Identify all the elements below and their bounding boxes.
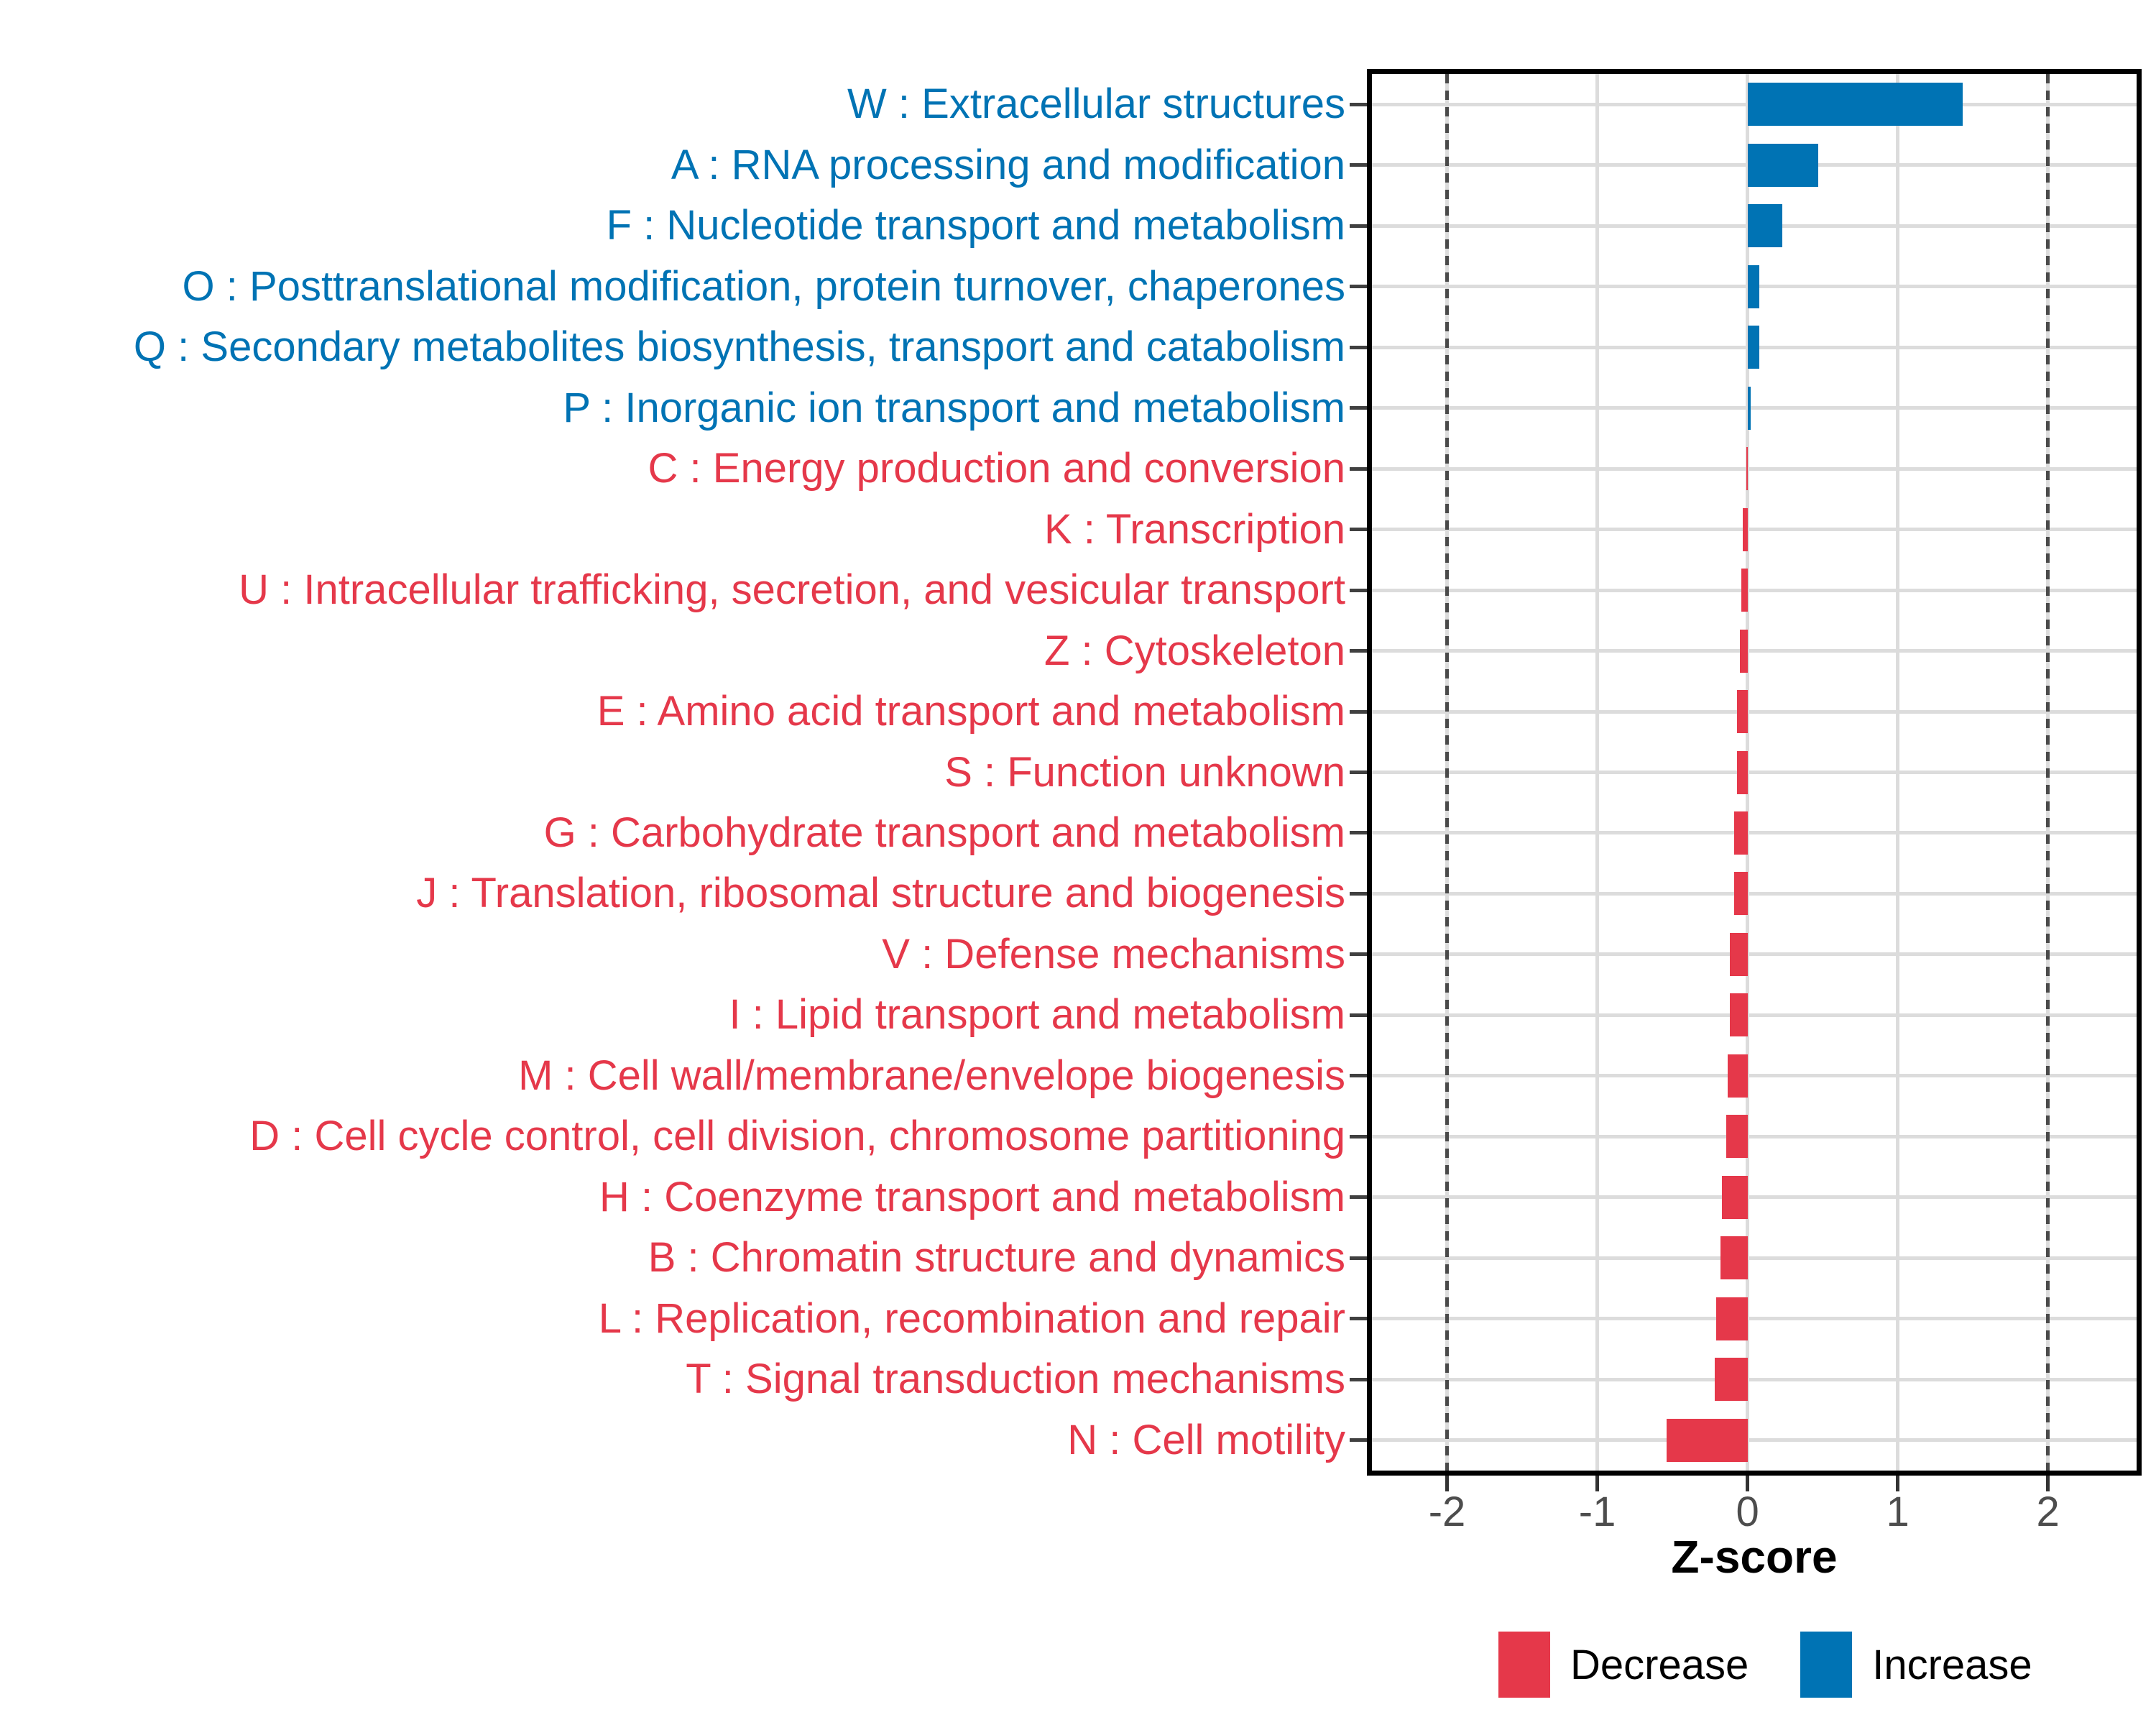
y-axis-tick: [1350, 952, 1367, 956]
gridline-horizontal: [1372, 467, 2137, 471]
x-tick-label: -2: [1428, 1489, 1466, 1535]
bar: [1720, 1236, 1748, 1279]
plot-panel: [1367, 69, 2142, 1476]
y-axis-tick: [1350, 1074, 1367, 1077]
gridline-horizontal: [1372, 528, 2137, 531]
bar: [1730, 933, 1748, 976]
x-tick-label: 0: [1736, 1489, 1759, 1535]
category-label: I : Lipid transport and metabolism: [729, 991, 1345, 1039]
category-label: F : Nucleotide transport and metabolism: [606, 202, 1345, 249]
bar: [1734, 872, 1748, 915]
y-axis-tick: [1350, 589, 1367, 592]
bar: [1748, 326, 1760, 369]
y-axis-tick: [1350, 406, 1367, 410]
category-label: B : Chromatin structure and dynamics: [648, 1234, 1345, 1282]
bar: [1748, 265, 1760, 308]
gridline-horizontal: [1372, 649, 2137, 653]
category-label: C : Energy production and conversion: [648, 445, 1345, 492]
y-axis-tick: [1350, 1438, 1367, 1442]
y-axis-tick: [1350, 892, 1367, 896]
gridline-horizontal: [1372, 1135, 2137, 1138]
gridline-horizontal: [1372, 952, 2137, 956]
x-tick-label: 1: [1886, 1489, 1909, 1535]
legend-label-decrease: Decrease: [1570, 1641, 1749, 1688]
category-label: S : Function unknown: [944, 748, 1345, 796]
gridline-horizontal: [1372, 710, 2137, 714]
y-axis-tick: [1350, 1195, 1367, 1199]
category-label: E : Amino acid transport and metabolism: [596, 688, 1345, 735]
gridline-horizontal: [1372, 1013, 2137, 1017]
category-label: W : Extracellular structures: [847, 80, 1345, 128]
gridline-horizontal: [1372, 1378, 2137, 1381]
y-axis-tick: [1350, 224, 1367, 228]
gridline-horizontal: [1372, 831, 2137, 834]
y-axis-tick: [1350, 1135, 1367, 1138]
bar: [1746, 447, 1748, 490]
bar: [1748, 144, 1818, 187]
category-label: H : Coenzyme transport and metabolism: [599, 1173, 1345, 1220]
bar: [1737, 751, 1748, 794]
reference-dashed-line: [1445, 74, 1449, 1471]
gridline-horizontal: [1372, 1256, 2137, 1260]
y-axis-tick: [1350, 1378, 1367, 1381]
bar: [1734, 811, 1748, 855]
y-axis-tick: [1350, 346, 1367, 349]
category-label: J : Translation, ribosomal structure and biogenesis: [416, 870, 1345, 917]
y-axis-tick: [1350, 1256, 1367, 1260]
category-label: D : Cell cycle control, cell division, chromosome partitioning: [249, 1113, 1345, 1160]
bar: [1667, 1419, 1748, 1462]
legend-key-decrease: [1498, 1632, 1550, 1698]
category-label: V : Defense mechanisms: [882, 930, 1345, 978]
bar: [1716, 1297, 1748, 1340]
category-label: K : Transcription: [1044, 505, 1345, 553]
gridline-horizontal: [1372, 1438, 2137, 1442]
category-label: O : Posttranslational modification, protein turnover, chaperones: [182, 262, 1345, 310]
bar: [1737, 690, 1748, 733]
y-axis-tick: [1350, 831, 1367, 834]
bar: [1748, 387, 1751, 430]
bar: [1726, 1115, 1747, 1158]
bar: [1728, 1054, 1747, 1098]
category-label: T : Signal transduction mechanisms: [686, 1356, 1345, 1403]
bar: [1722, 1176, 1748, 1219]
bar: [1740, 630, 1747, 673]
gridline-horizontal: [1372, 770, 2137, 774]
gridline-horizontal: [1372, 1317, 2137, 1320]
category-label: M : Cell wall/membrane/envelope biogenesis: [518, 1052, 1345, 1099]
y-axis-tick: [1350, 649, 1367, 653]
category-label: Q : Secondary metabolites biosynthesis, transport and catabolism: [133, 323, 1345, 371]
legend: [1498, 1630, 2064, 1699]
bar: [1715, 1358, 1748, 1401]
y-axis-tick: [1350, 103, 1367, 106]
y-axis-tick: [1350, 467, 1367, 471]
y-axis-tick: [1350, 710, 1367, 714]
legend-key-increase: [1800, 1632, 1852, 1698]
y-axis-tick: [1350, 163, 1367, 167]
gridline-horizontal: [1372, 892, 2137, 896]
gridline-horizontal: [1372, 1074, 2137, 1077]
legend-label-increase: Increase: [1872, 1641, 2032, 1688]
category-label: Z : Cytoskeleton: [1044, 627, 1345, 674]
reference-dashed-line: [2046, 74, 2050, 1471]
x-axis-title: Z-score: [1671, 1531, 1838, 1583]
y-axis-tick: [1350, 1013, 1367, 1017]
gridline-vertical: [1896, 74, 1899, 1471]
category-label: A : RNA processing and modification: [671, 141, 1345, 188]
bar: [1741, 569, 1747, 612]
bar: [1748, 204, 1782, 247]
y-axis-tick: [1350, 285, 1367, 288]
y-axis-tick: [1350, 770, 1367, 774]
category-label: L : Replication, recombination and repair: [598, 1294, 1345, 1342]
x-tick-label: 2: [2036, 1489, 2060, 1535]
bar: [1748, 83, 1963, 126]
gridline-horizontal: [1372, 406, 2137, 410]
y-axis-tick: [1350, 1317, 1367, 1320]
x-tick-label: -1: [1578, 1489, 1616, 1535]
category-label: P : Inorganic ion transport and metabolism: [563, 384, 1345, 431]
y-axis-tick: [1350, 528, 1367, 531]
bar: [1730, 993, 1748, 1036]
category-label: N : Cell motility: [1067, 1416, 1345, 1463]
category-label: U : Intracellular trafficking, secretion, and vesicular transport: [239, 566, 1345, 614]
bar: [1743, 508, 1747, 551]
gridline-vertical: [1595, 74, 1599, 1471]
gridline-horizontal: [1372, 1195, 2137, 1199]
category-label: G : Carbohydrate transport and metabolism: [543, 809, 1345, 856]
gridline-horizontal: [1372, 589, 2137, 592]
